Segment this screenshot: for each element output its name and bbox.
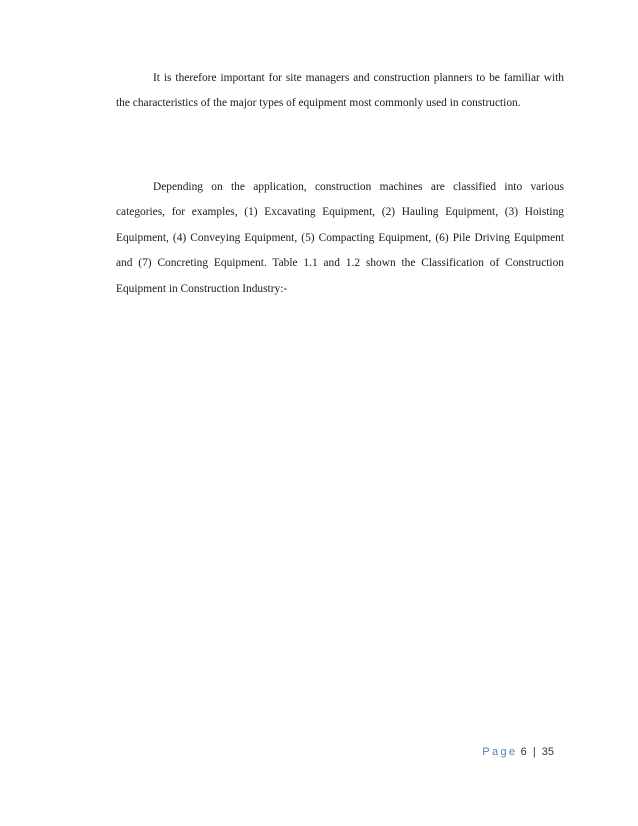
page-footer	[482, 745, 554, 759]
paragraph-equipment-familiarity: It is therefore important for site managers and construction planners to be familiar with the characteristics of the major types of equipment most commonly used in construction.	[116, 72, 564, 110]
total-pages: 35	[541, 746, 554, 758]
page-label: Page	[482, 746, 518, 758]
paragraph-equipment-classification: Depending on the application, construction machines are classified into various categories, for examples, (1) Excavating Equipment, (2) Hauling Equipment, (3) Hoisting Equipment, (4) Conveying Equipment, (5) Compacting Equipment, (6) Pile Driving Equipment and (7) Concreting Equipment. Table 1.1 and 1.2 shown the Classification of Construction Equipment in Construction Industry:-	[116, 181, 564, 295]
page-separator: |	[532, 746, 536, 758]
page-number: 6	[520, 746, 527, 758]
